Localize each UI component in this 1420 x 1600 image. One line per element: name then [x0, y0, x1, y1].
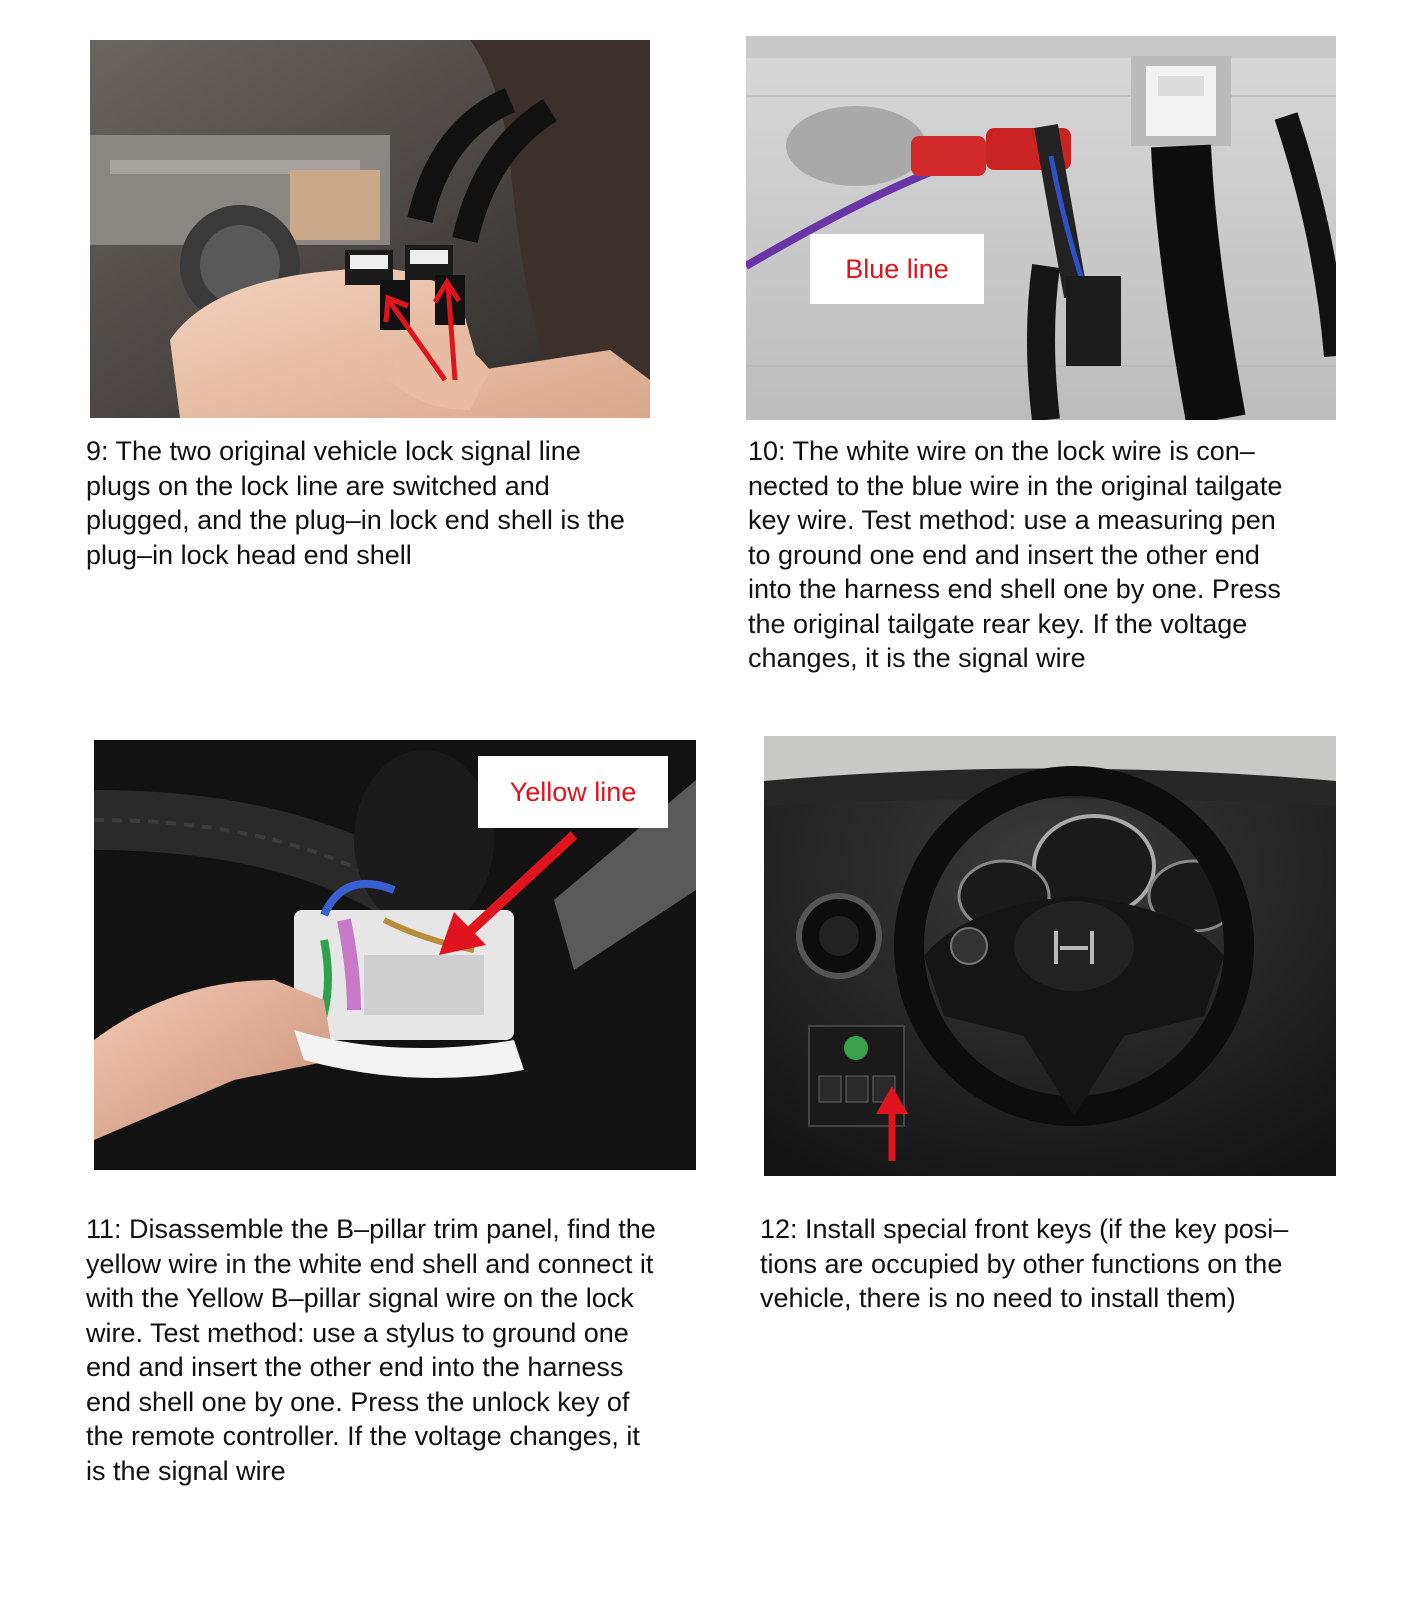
step-10-photo: [746, 36, 1336, 420]
steering-wheel-dashboard-photo-icon: [764, 736, 1336, 1176]
tailgate-wiring-photo-icon: [746, 36, 1336, 420]
step-10-caption: 10: The white wire on the lock wire is con– nected to the blue wire in the original tailgate key wire. Test method: use a measuring pen to ground one end and insert the other end into the harness end shell one by one. Press the original tailgate rear key. If the voltage changes, it is the signal wire: [748, 436, 1283, 673]
step-11-callout: Yellow line: [478, 756, 668, 828]
step-11-caption: 11: Disassemble the B–pillar trim panel, find the yellow wire in the white end shell and connect it with the Yellow B–pillar signal wire on the lock wire. Test method: use a stylus to ground one end and insert the other end into the harness end shell one by one. Press the unlock key of the remote controller. If the voltage changes, it is the signal wire: [86, 1214, 656, 1486]
step-12-caption: 12: Install special front keys (if the key posi– tions are occupied by other functions on the vehicle, there is no need to install them): [760, 1214, 1289, 1313]
step-12-photo: [764, 736, 1336, 1176]
step-9-photo: [90, 40, 650, 418]
step-10-callout: Blue line: [810, 234, 984, 304]
step-9-caption: 9: The two original vehicle lock signal line plugs on the lock line are switched and plugged, and the plug–in lock end shell is the plug–in lock head end shell: [86, 436, 625, 570]
connector-plugs-photo-icon: [90, 40, 650, 418]
